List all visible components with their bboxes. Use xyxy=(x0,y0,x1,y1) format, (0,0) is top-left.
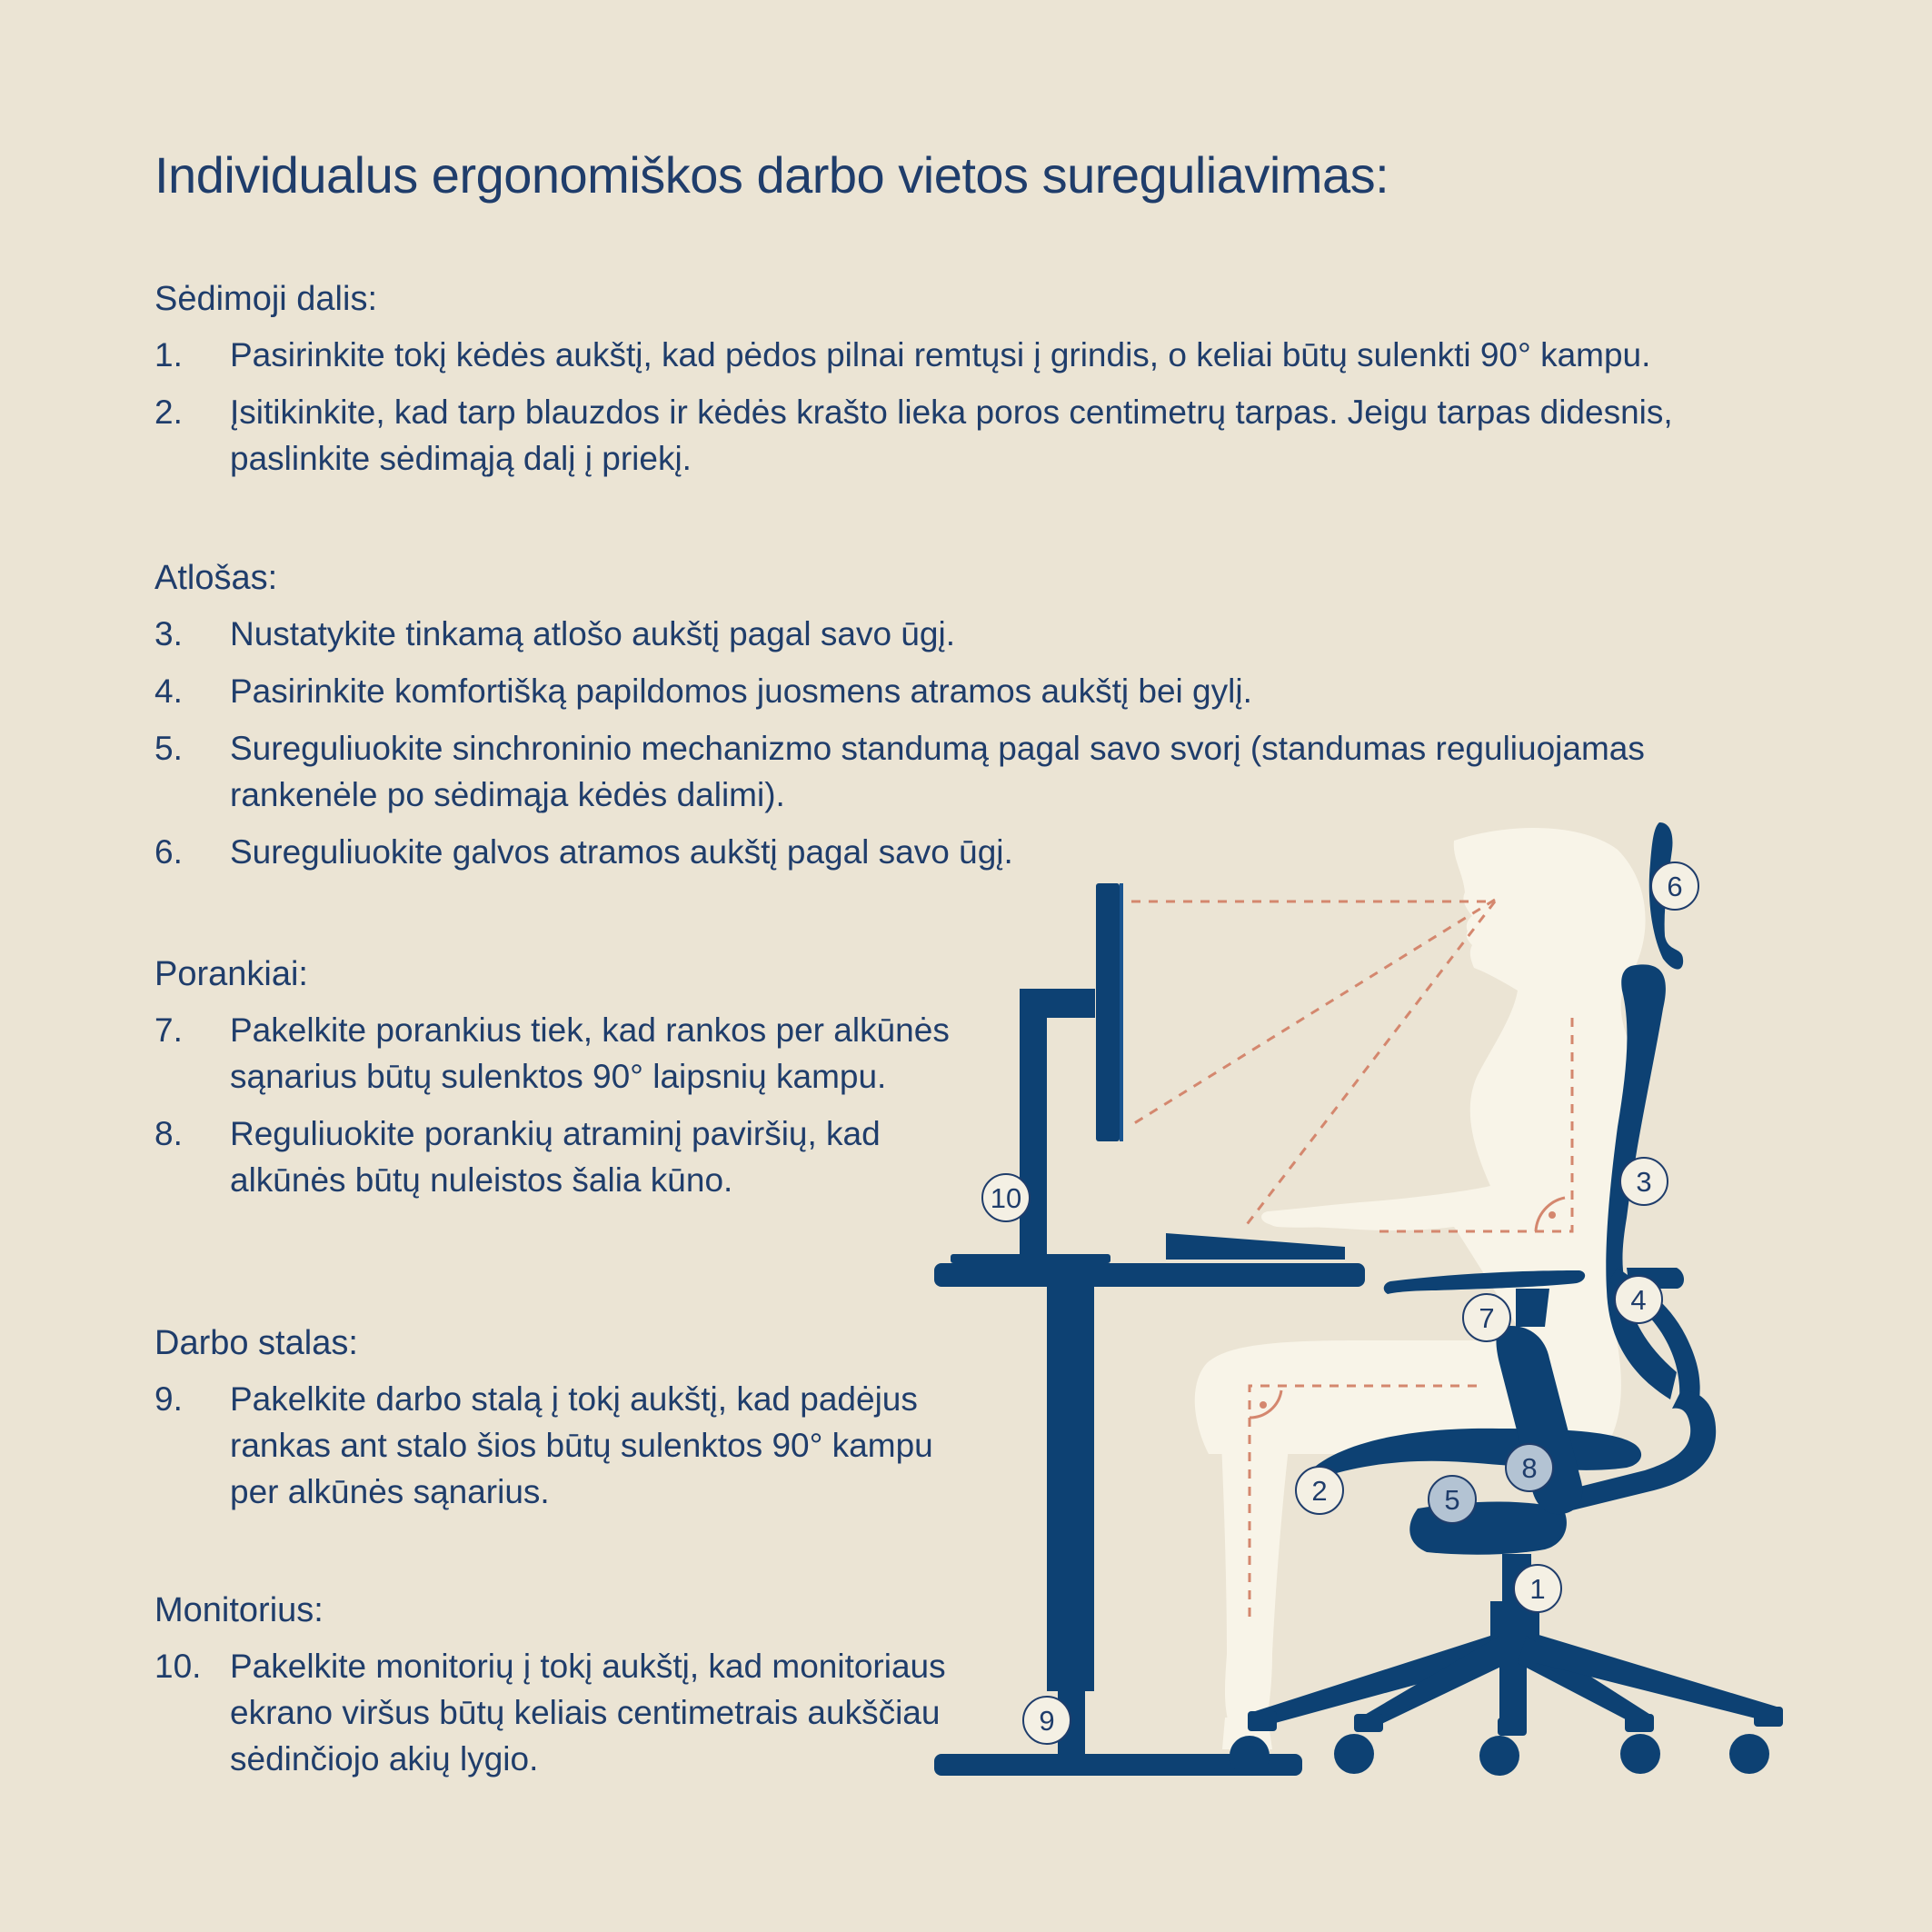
item-text: Pasirinkite komfortišką papildomos juosmens atramos aukštį bei gylį. xyxy=(230,672,1252,710)
item-number: 3. xyxy=(154,615,183,652)
item-text: Pasirinkite tokį kėdės aukštį, kad pėdos pilnai remtųsi į grindis, o keliai būtų sulenkti 90° kampu. xyxy=(230,336,1651,373)
section-heading: Monitorius: xyxy=(154,1591,324,1629)
item-number: 1. xyxy=(154,336,183,373)
item-text: Sureguliuokite galvos atramos aukštį pagal savo ūgį. xyxy=(230,833,1013,871)
item-number: 2. xyxy=(154,393,183,431)
page-title: Individualus ergonomiškos darbo vietos sureguliavimas: xyxy=(154,146,1389,204)
item-text: Pakelkite porankius tiek, kad rankos per alkūnės sąnarius būtų sulenktos 90° laipsnių kampu. xyxy=(230,1011,950,1095)
section-heading: Atlošas: xyxy=(154,559,278,597)
marker-8 xyxy=(1506,1444,1553,1491)
item-text: Reguliuokite porankių atraminį paviršių, kad alkūnės būtų nuleistos šalia kūno. xyxy=(230,1115,881,1199)
item-number: 9. xyxy=(154,1380,183,1418)
marker-label: 4 xyxy=(1630,1284,1647,1316)
marker-6 xyxy=(1651,862,1698,910)
monitor xyxy=(951,883,1123,1263)
item-number: 4. xyxy=(154,672,183,710)
marker-1 xyxy=(1514,1565,1561,1612)
item-text: Įsitikinkite, kad tarp blauzdos ir kėdės krašto lieka poros centimetrų tarpas. Jeigu tarpas didesnis, paslinkite sėdimąją dalį į priekį. xyxy=(230,393,1673,477)
marker-7 xyxy=(1463,1294,1510,1341)
marker-label: 3 xyxy=(1636,1166,1652,1198)
keyboard xyxy=(1166,1233,1345,1260)
item-text: Sureguliuokite sinchroninio mechanizmo standumą pagal savo svorį (standumas reguliuojamas rankenėle po sėdimąja kėdės dalimi). xyxy=(230,730,1645,813)
marker-label: 2 xyxy=(1311,1475,1328,1507)
marker-label: 10 xyxy=(990,1182,1022,1214)
angle-dot xyxy=(1549,1211,1556,1219)
marker-label: 5 xyxy=(1444,1484,1460,1516)
marker-label: 8 xyxy=(1521,1452,1538,1484)
item-number: 6. xyxy=(154,833,183,871)
item-number: 8. xyxy=(154,1115,183,1152)
marker-5 xyxy=(1429,1476,1476,1523)
marker-2 xyxy=(1296,1467,1343,1514)
marker-3 xyxy=(1620,1158,1668,1205)
angle-dot xyxy=(1260,1401,1267,1409)
marker-4 xyxy=(1615,1276,1662,1323)
item-number: 7. xyxy=(154,1011,183,1049)
marker-9 xyxy=(1023,1697,1071,1744)
item-text: Pakelkite monitorių į tokį aukštį, kad monitoriaus ekrano viršus būtų keliais centimetrais aukščiau sėdinčiojo akių lygio. xyxy=(230,1648,946,1778)
item-number: 5. xyxy=(154,730,183,767)
section-heading: Sėdimoji dalis: xyxy=(154,280,377,318)
marker-10 xyxy=(982,1174,1030,1221)
item-text: Nustatykite tinkamą atlošo aukštį pagal savo ūgį. xyxy=(230,615,955,652)
section-heading: Darbo stalas: xyxy=(154,1324,358,1362)
marker-label: 6 xyxy=(1667,871,1683,902)
item-text: Pakelkite darbo stalą į tokį aukštį, kad padėjus rankas ant stalo šios būtų sulenktos 90° kampu per alkūnės sąnarius. xyxy=(230,1380,933,1510)
marker-label: 7 xyxy=(1479,1302,1495,1334)
marker-label: 1 xyxy=(1529,1573,1546,1605)
item-number: 10. xyxy=(154,1648,202,1685)
marker-label: 9 xyxy=(1039,1705,1055,1737)
section-heading: Porankiai: xyxy=(154,955,308,993)
